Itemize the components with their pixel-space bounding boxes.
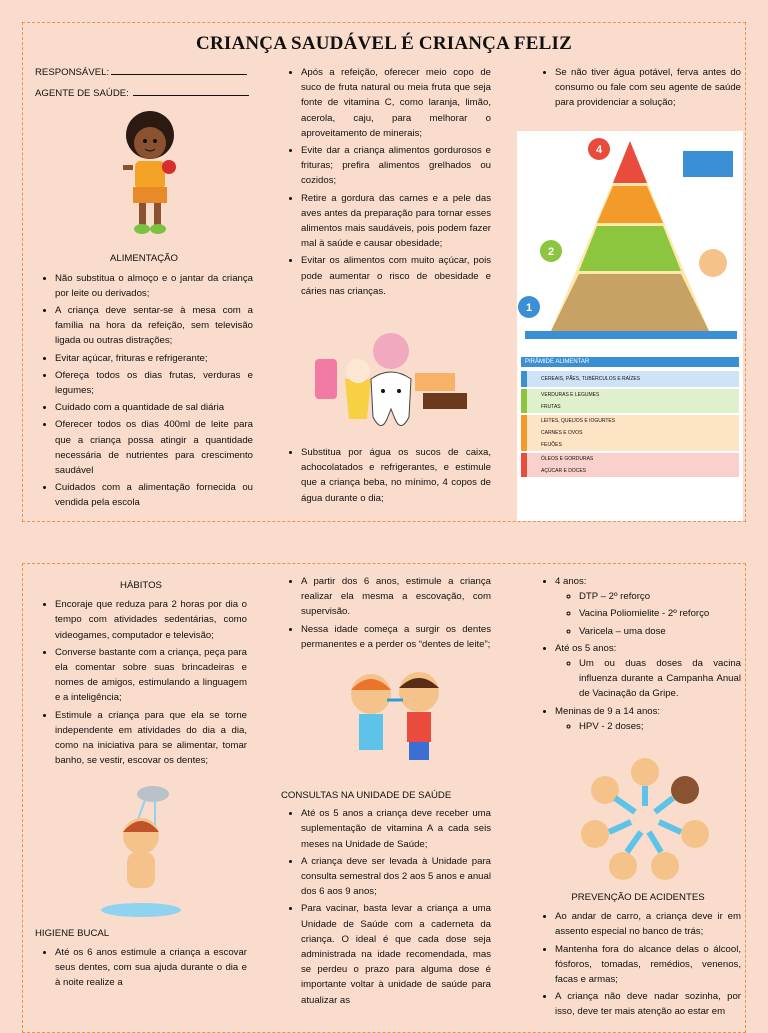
list-item: • Retire a gordura das carnes e a pele das aves antes da preparação para tornar esses alimentos mais saudáveis, pois podem fazer mal à saúde e causar obesidade; <box>301 191 491 252</box>
list-item: • Substitua por água os sucos de caixa, achocolatados e refrigerantes, e estimule que a criança beba, no mínimo, 4 copos de água durante o dia; <box>301 445 491 506</box>
list-item: • A criança não deve nadar sozinha, por isso, deve ter mais atenção ao estar em <box>555 989 741 1019</box>
list-item: • Evite dar a criança alimentos gordurosos e frituras; prefira alimentos grelhados ou cozidos; <box>301 143 491 189</box>
list-item: • A criança deve ser levada à Unidade para consulta semestral dos 2 aos 5 anos e anual dos 6 aos 9 anos; <box>301 854 491 900</box>
list-item: • Após a refeição, oferecer meio copo de suco de fruta natural ou meia fruta que seja fonte de vitamina C, como laranja, limão, acerola, caju, para melhorar o aproveitamento de minerais; <box>301 65 491 141</box>
agua-list <box>281 445 491 506</box>
list-item: • Para vacinar, basta levar a criança a uma Unidade de Saúde com a caderneta da criança. O ideal é que cada dose seja administrada na idade recomendada, mas se perdeu o prazo para alguma dose é importante voltar à unidade de saúde para atualizar as <box>301 901 491 1007</box>
list-item: ◦ Um ou duas doses da vacina influenza durante a Campanha Anual de Vacinação da Gripe. <box>579 656 741 702</box>
list-item: • Não substitua o almoço e o jantar da criança por leite ou derivados; <box>55 271 253 301</box>
consultas-list <box>281 806 491 1008</box>
higiene-list <box>35 945 247 991</box>
list-item: ◦ HPV - 2 doses; <box>579 719 741 734</box>
table-row: VERDURAS E LEGUMES <box>521 389 739 401</box>
column-3 <box>535 65 741 113</box>
prevencao-heading: PREVENÇÃO DE ACIDENTES <box>571 892 705 904</box>
responsavel-label: RESPONSÁVEL: <box>35 67 110 78</box>
table-row: LEITES, QUEIJOS E IOGURTES <box>521 415 739 427</box>
tooth-and-sweets-illustration <box>311 329 471 439</box>
table-row: CEREAIS, PÃES, TUBÉRCULOS E RAÍZES <box>521 371 739 387</box>
list-item: • Ofereça todos os dias frutas, verduras e legumes; <box>55 368 253 398</box>
list-item <box>555 704 741 734</box>
list-item: • Até os 5 anos a criança deve receber uma suplementação de vitamina A a cada seis meses na Unidade de Saúde; <box>301 806 491 852</box>
list-item: • A partir dos 6 anos, estimule a criança realizar ela mesma a escovação, com supervisão. <box>301 574 491 620</box>
bottom-panel <box>22 563 746 1033</box>
vacina-sublist <box>555 656 741 702</box>
list-item: • Cuidados com a alimentação fornecida ou vendida pela escola <box>55 480 253 510</box>
list-item: • Encoraje que reduza para 2 horas por dia o tempo com atividades sedentárias, como videogames, computador e televisão; <box>55 597 247 643</box>
column-1 <box>35 65 253 513</box>
vacina-age-label: Meninas de 9 a 14 anos: <box>555 705 661 717</box>
list-item: • Oferecer todos os dias 400ml de leite para que a criança possa atingir a quantidade necessária de nutrientes para crescimento saudável <box>55 417 253 478</box>
children-circle-illustration <box>575 754 715 884</box>
consultas-heading: CONSULTAS NA UNIDADE DE SAÚDE <box>281 790 452 802</box>
alimentacao-list-continued <box>281 65 491 299</box>
list-item: • Evitar os alimentos com muito açúcar, pois pode aumentar o risco de obesidade e cáries nas crianças. <box>301 253 491 299</box>
kids-brushing-teeth-illustration <box>331 666 461 776</box>
column-2 <box>281 65 491 508</box>
list-item: • Cuidado com a quantidade de sal diária <box>55 400 253 415</box>
agua-potavel-list <box>535 65 741 111</box>
list-item: • Converse bastante com a criança, peça para ela comentar sobre suas brincadeiras e nomes de amigos, estimulando a linguagem e a inteligência; <box>55 645 247 706</box>
alimentacao-heading: ALIMENTAÇÃO <box>109 253 179 265</box>
pyramid-level-label: 2 <box>547 246 555 258</box>
page-title: CRIANÇA SAUDÁVEL É CRIANÇA FELIZ <box>196 33 572 54</box>
escovacao-list <box>281 574 491 652</box>
table-row: FEIJÕES <box>521 439 739 451</box>
vacina-sublist <box>555 719 741 734</box>
table-row: ÓLEOS E GORDURAS <box>521 453 739 465</box>
vacinas-list <box>535 574 741 734</box>
list-item: ◦ Varicela – uma dose <box>579 624 741 639</box>
agente-field <box>35 86 253 101</box>
pyramid-table <box>521 371 739 477</box>
higiene-heading: HIGIENE BUCAL <box>35 928 110 940</box>
pyramid-table-header: PIRÂMIDE ALIMENTAR <box>521 357 739 367</box>
column-4 <box>35 574 247 992</box>
list-item: • Estimule a criança para que ela se torne independente em atividades do dia a dia, como na iniciativa para se alimentar, tomar banho, se vestir, escovar os dentes; <box>55 708 247 769</box>
column-6 <box>535 574 741 1022</box>
habitos-heading: HÁBITOS <box>120 580 162 591</box>
alimentacao-list <box>35 271 253 511</box>
food-pyramid-graphic <box>517 131 743 351</box>
girl-eating-illustration <box>105 107 195 245</box>
list-item: ◦ DTP – 2º reforço <box>579 589 741 604</box>
table-row: FRUTAS <box>521 401 739 413</box>
child-shower-illustration <box>95 782 195 918</box>
list-item: • Evitar açúcar, frituras e refrigerante; <box>55 351 253 366</box>
habitos-list <box>35 597 247 768</box>
vacina-age-label: Até os 5 anos: <box>555 642 617 654</box>
list-item: • Se não tiver água potável, ferva antes do consumo ou fale com seu agente de saúde para providenciar a solução; <box>555 65 741 111</box>
vacina-sublist <box>555 589 741 639</box>
vacina-age-label: 4 anos: <box>555 576 587 587</box>
food-pyramid-poster <box>517 131 743 521</box>
list-item: • Até os 6 anos estimule a criança a escovar seus dentes, com sua ajuda durante o dia e à noite realize a <box>55 945 247 991</box>
column-5 <box>281 574 491 1010</box>
prevencao-list <box>535 909 741 1019</box>
list-item <box>555 641 741 702</box>
list-item: • Ao andar de carro, a criança deve ir em assento especial no banco de trás; <box>555 909 741 939</box>
table-row: CARNES E OVOS <box>521 427 739 439</box>
list-item: • Mantenha fora do alcance delas o álcool, fósforos, tomadas, remédios, venenos, facas e armas; <box>555 942 741 988</box>
responsavel-field <box>35 65 253 80</box>
pyramid-level-label: 1 <box>525 302 533 314</box>
list-item: ◦ Vacina Poliomielite - 2º reforço <box>579 606 741 621</box>
list-item: • Nessa idade começa a surgir os dentes permanentes e a perder os “dentes de leite”; <box>301 622 491 652</box>
top-panel <box>22 22 746 522</box>
list-item <box>555 574 741 639</box>
pyramid-level-label: 4 <box>595 144 603 156</box>
table-row: AÇÚCAR E DOCES <box>521 465 739 477</box>
agente-label: AGENTE DE SAÚDE: <box>35 88 129 100</box>
list-item: • A criança deve sentar-se à mesa com a família na hora da refeição, sem televisão ligada ou outras distrações; <box>55 303 253 349</box>
